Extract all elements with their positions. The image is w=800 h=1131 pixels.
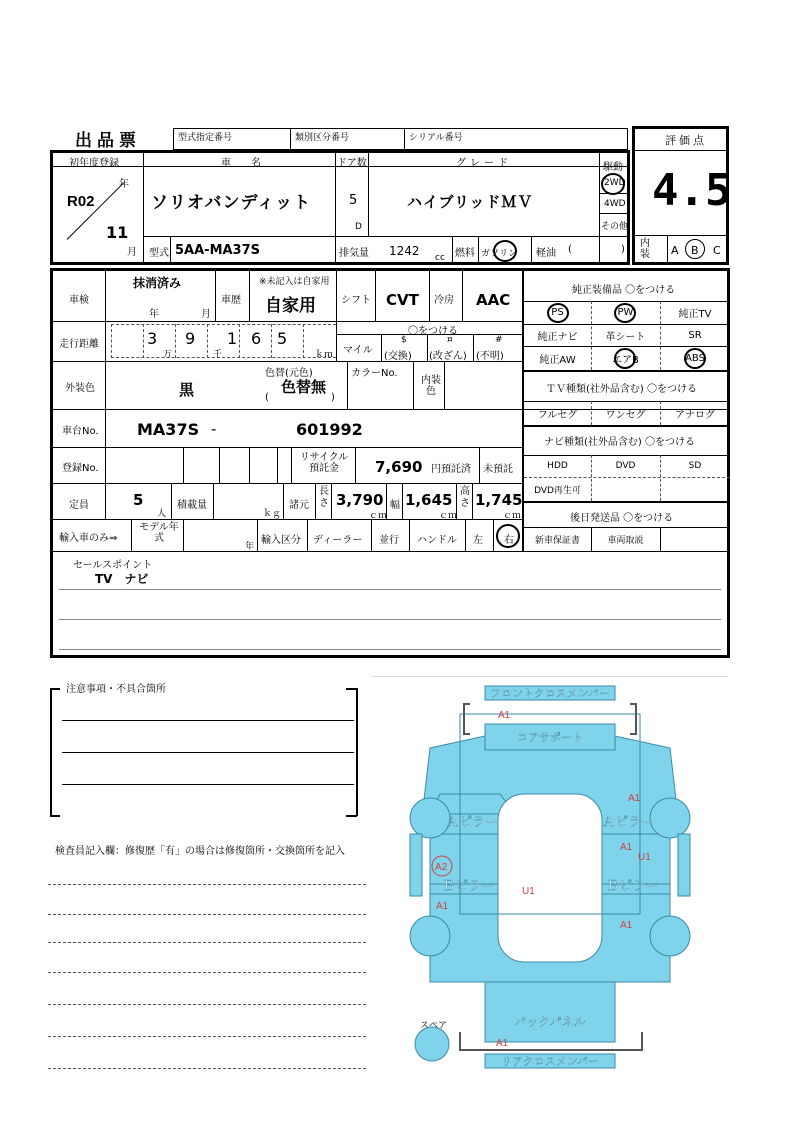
mileage-label: 走行距離 (59, 339, 99, 350)
shift-value: CVT (386, 291, 419, 309)
core-support-label: コアサポート (517, 732, 583, 744)
equipment-airbag-circle (614, 348, 636, 369)
equipment-title: 純正装備品 〇をつける (572, 285, 676, 296)
category-number-label: 類別区分番号 (295, 133, 350, 143)
height-label: 高さ (460, 486, 470, 509)
odometer (111, 324, 336, 358)
serial-number-field (404, 128, 628, 150)
later-manual: 車両取説 (607, 535, 644, 546)
import-parallel: 並行 (379, 535, 399, 546)
odometer-km: ｋｍ (315, 350, 334, 360)
damage-mark: A1 (620, 920, 633, 931)
repaint-paren-open: ( (265, 392, 269, 403)
model-designation-field (173, 128, 291, 150)
tv-fullseg: フルセグ (537, 409, 578, 421)
interior-grade-b: B (691, 244, 699, 257)
odometer-man: 万 (163, 350, 173, 360)
recycle-value: 7,690 (375, 458, 423, 476)
width-value: 1,645 (405, 491, 453, 509)
interior-grade-c: C (713, 244, 721, 257)
mileage-tamper-symbol: ¤ (447, 335, 453, 345)
damage-mark: A2 (435, 862, 448, 873)
car-name: ソリオバンディット (151, 193, 312, 213)
color-number-label: カラーNo. (351, 368, 398, 379)
equipment-ps: PS (551, 307, 564, 318)
chassis-label: 車台No. (62, 426, 99, 437)
grade-value: ハイブリッドＭＶ (407, 193, 534, 211)
sales-point-text: TV ナビ (95, 572, 149, 586)
shift-label: シフト (341, 295, 371, 306)
damage-mark: U1 (522, 886, 535, 897)
ac-value: AAC (476, 291, 511, 309)
diesel-paren-close: ) (621, 244, 625, 255)
fuel-gasoline-circle (493, 240, 517, 262)
history-value: 自家用 (265, 296, 316, 316)
inspection-year-unit: 年 (149, 309, 159, 320)
handle-right: 右 (504, 535, 514, 546)
mileage-exchange-symbol: $ (401, 335, 407, 345)
damage-mark: A1 (498, 710, 511, 721)
damage-mark: A1 (628, 793, 641, 804)
first-registration-label: 初年度登録 (69, 158, 119, 169)
mileage-exchange: (交換) (384, 351, 412, 362)
length-unit: ｃｍ (369, 511, 388, 521)
score-label: 評価点 (665, 134, 707, 147)
model-year-unit: 年 (245, 542, 255, 552)
damage-mark: U1 (638, 852, 651, 863)
b-pillar-right-label: Ｂピラー (605, 878, 659, 893)
exterior-color-value: 黒 (179, 381, 195, 399)
width-unit: ｃｍ (439, 511, 458, 521)
door-count: 5 (349, 193, 358, 208)
capacity-value: 5 (133, 491, 144, 509)
handle-left: 左 (473, 535, 483, 546)
odometer-sen: 千 (213, 350, 223, 360)
equipment-sr: SR (688, 329, 702, 341)
later-shipping-title: 後日発送品 〇をつける (570, 513, 674, 524)
interior-color-label: 内装色 (421, 375, 441, 397)
exterior-color-label: 外装色 (65, 383, 95, 394)
damage-mark: A1 (620, 842, 633, 853)
damage-mark: A1 (436, 901, 449, 912)
displacement-unit: cc (435, 253, 445, 263)
wheel-front-left (410, 798, 450, 838)
repaint-paren-close: ) (331, 392, 335, 403)
back-panel (485, 982, 615, 1042)
sales-point-label: セールスポイント (73, 560, 153, 571)
displacement-value: 1242 (389, 244, 420, 258)
wheel-rear-left (410, 916, 450, 956)
equipment-aw: 純正AW (539, 354, 576, 366)
recycle-unpaid: 未預託 (483, 464, 513, 475)
a-pillar-left-label: Ａピラー (445, 814, 499, 829)
navi-dvd-playback: DVD再生可 (534, 485, 581, 496)
equipment-navi: 純正ナビ (537, 331, 578, 343)
diesel-paren-open: ( (568, 244, 572, 255)
drive-2wd-circle (601, 173, 625, 195)
model-label: 型式 (149, 248, 169, 259)
import-label: 輸入車のみ⇒ (59, 533, 118, 544)
year-unit: 年 (119, 179, 129, 190)
equipment-abs-circle (684, 348, 706, 369)
repaint-value: 色替無 (281, 378, 327, 396)
navi-type-title: ナビ種類(社外品含む) 〇をつける (544, 437, 695, 448)
odometer-digit: 6 (251, 329, 262, 348)
first-registration-year: R02 (67, 193, 95, 210)
equipment-leather: 革シート (605, 331, 646, 343)
mileage-unknown-symbol: # (495, 335, 503, 345)
capacity-unit: 人 (157, 509, 167, 519)
car-name-label: 車 名 (221, 158, 261, 169)
navi-hdd: HDD (547, 461, 568, 471)
rear-cross-label: リアクロスメンバー (501, 1056, 599, 1068)
first-registration-month: 11 (106, 223, 129, 242)
wheel-front-right (650, 798, 690, 838)
page-title: 出品票 (75, 131, 141, 151)
model-designation-label: 型式指定番号 (178, 133, 233, 143)
inspection-month-unit: 月 (201, 309, 211, 320)
spare-tire (415, 1027, 449, 1061)
odometer-digit: 3 (147, 329, 158, 348)
dimensions-label: 諸元 (289, 500, 309, 511)
repaint-label: 色替(元色) (265, 368, 313, 379)
drive-other: その他 (601, 222, 629, 232)
handle-label: ハンドル (417, 535, 457, 546)
odometer-digit: 5 (277, 329, 288, 348)
chassis-prefix: MA37S (137, 420, 200, 439)
serial-number-label: シリアル番号 (409, 133, 463, 143)
capacity-label: 定員 (69, 500, 89, 511)
interior-grade-b-circle (685, 239, 705, 259)
handle-right-circle (496, 524, 520, 548)
tv-oneseg: ワンセグ (605, 409, 646, 421)
inspector-label: 検査員記入欄：修復歴「有」の場合は修復箇所・交換箇所を記入 (55, 846, 345, 857)
back-panel-label: バックパネル (514, 1015, 586, 1029)
inspection-value: 抹消済み (133, 276, 182, 290)
drive-label: 駆動 (603, 162, 623, 173)
interior-grade-a: A (671, 244, 679, 257)
recycle-paid: 円預託済 (431, 464, 471, 475)
door-unit: D (355, 222, 362, 232)
damage-mark: A1 (496, 1038, 509, 1049)
spare-label: スペア (420, 1020, 448, 1030)
vehicle-frame-diagram (380, 684, 710, 1074)
length-label: 長さ (319, 486, 329, 509)
mileage-tamper: (改ざん) (429, 351, 467, 362)
inspection-label: 車検 (69, 295, 89, 306)
model-value: 5AA-MA37S (175, 243, 261, 258)
caution-label: 注意事項・不具合箇所 (64, 680, 168, 695)
fuel-gasoline: ガソリン (481, 249, 518, 259)
score-value: 4.5 (652, 165, 732, 216)
mileage-mile: マイル (343, 345, 373, 356)
navi-sd: SD (688, 461, 702, 471)
tv-type-title: ＴＶ種類(社外品含む) 〇をつける (546, 384, 697, 395)
height-value: 1,745 (475, 491, 523, 509)
load-label: 積載量 (177, 500, 207, 511)
mileage-circle-label: 〇をつける (408, 326, 458, 337)
history-note: ※未記入は自家用 (259, 277, 330, 287)
height-unit: ｃｍ (503, 511, 522, 521)
equipment-abs: ABS (685, 352, 705, 364)
load-unit: ｋｇ (263, 509, 282, 519)
chassis-dash: - (211, 420, 217, 438)
model-year-label: モデル年式 (139, 522, 179, 544)
month-unit: 月 (127, 247, 137, 258)
displacement-label: 排気量 (339, 248, 369, 259)
a-pillar-right-label: Ａピラー (601, 814, 655, 829)
drive-2wd: 2WD (604, 178, 626, 188)
diesel-label: 軽油 (536, 248, 556, 259)
import-dealer: ディーラー (313, 535, 363, 546)
basic-info-section (50, 150, 630, 265)
interior-grade-label: 内装 (640, 238, 650, 260)
wheel-rear-right (650, 916, 690, 956)
recycle-label: リサイクル預託金 (299, 452, 349, 474)
drive-4wd: 4WD (604, 199, 626, 209)
import-category-label: 輸入区分 (261, 535, 301, 546)
registration-label: 登録No. (62, 463, 99, 474)
width-label: 幅 (390, 500, 400, 511)
length-value: 3,790 (336, 491, 384, 509)
equipment-airbag: エアB (612, 354, 639, 366)
door-count-label: ドア数 (337, 158, 367, 169)
category-number-field (290, 128, 405, 150)
navi-dvd: DVD (615, 461, 636, 471)
equipment-pw: PW (617, 307, 634, 318)
grade-label: グレード (456, 158, 512, 169)
b-pillar-left-label: Ｂピラー (441, 878, 495, 893)
tv-analog: アナログ (675, 409, 715, 421)
later-warranty: 新車保証書 (534, 535, 580, 546)
odometer-digit: 9 (185, 329, 196, 348)
score-box (632, 126, 732, 265)
vehicle-info-section (50, 268, 730, 658)
odometer-digit: 1 (227, 329, 238, 348)
chassis-number: 601992 (296, 420, 363, 439)
mileage-unknown: (不明) (476, 351, 504, 362)
front-cross-label: フロントクロスメンバー (489, 688, 611, 700)
equipment-ps-circle (547, 303, 569, 323)
ac-label: 冷房 (434, 295, 454, 306)
equipment-pw-circle (614, 303, 636, 323)
equipment-tv: 純正TV (678, 309, 712, 320)
fuel-label: 燃料 (455, 248, 475, 259)
history-label: 車歴 (221, 295, 241, 306)
equipment-panel (524, 271, 730, 551)
